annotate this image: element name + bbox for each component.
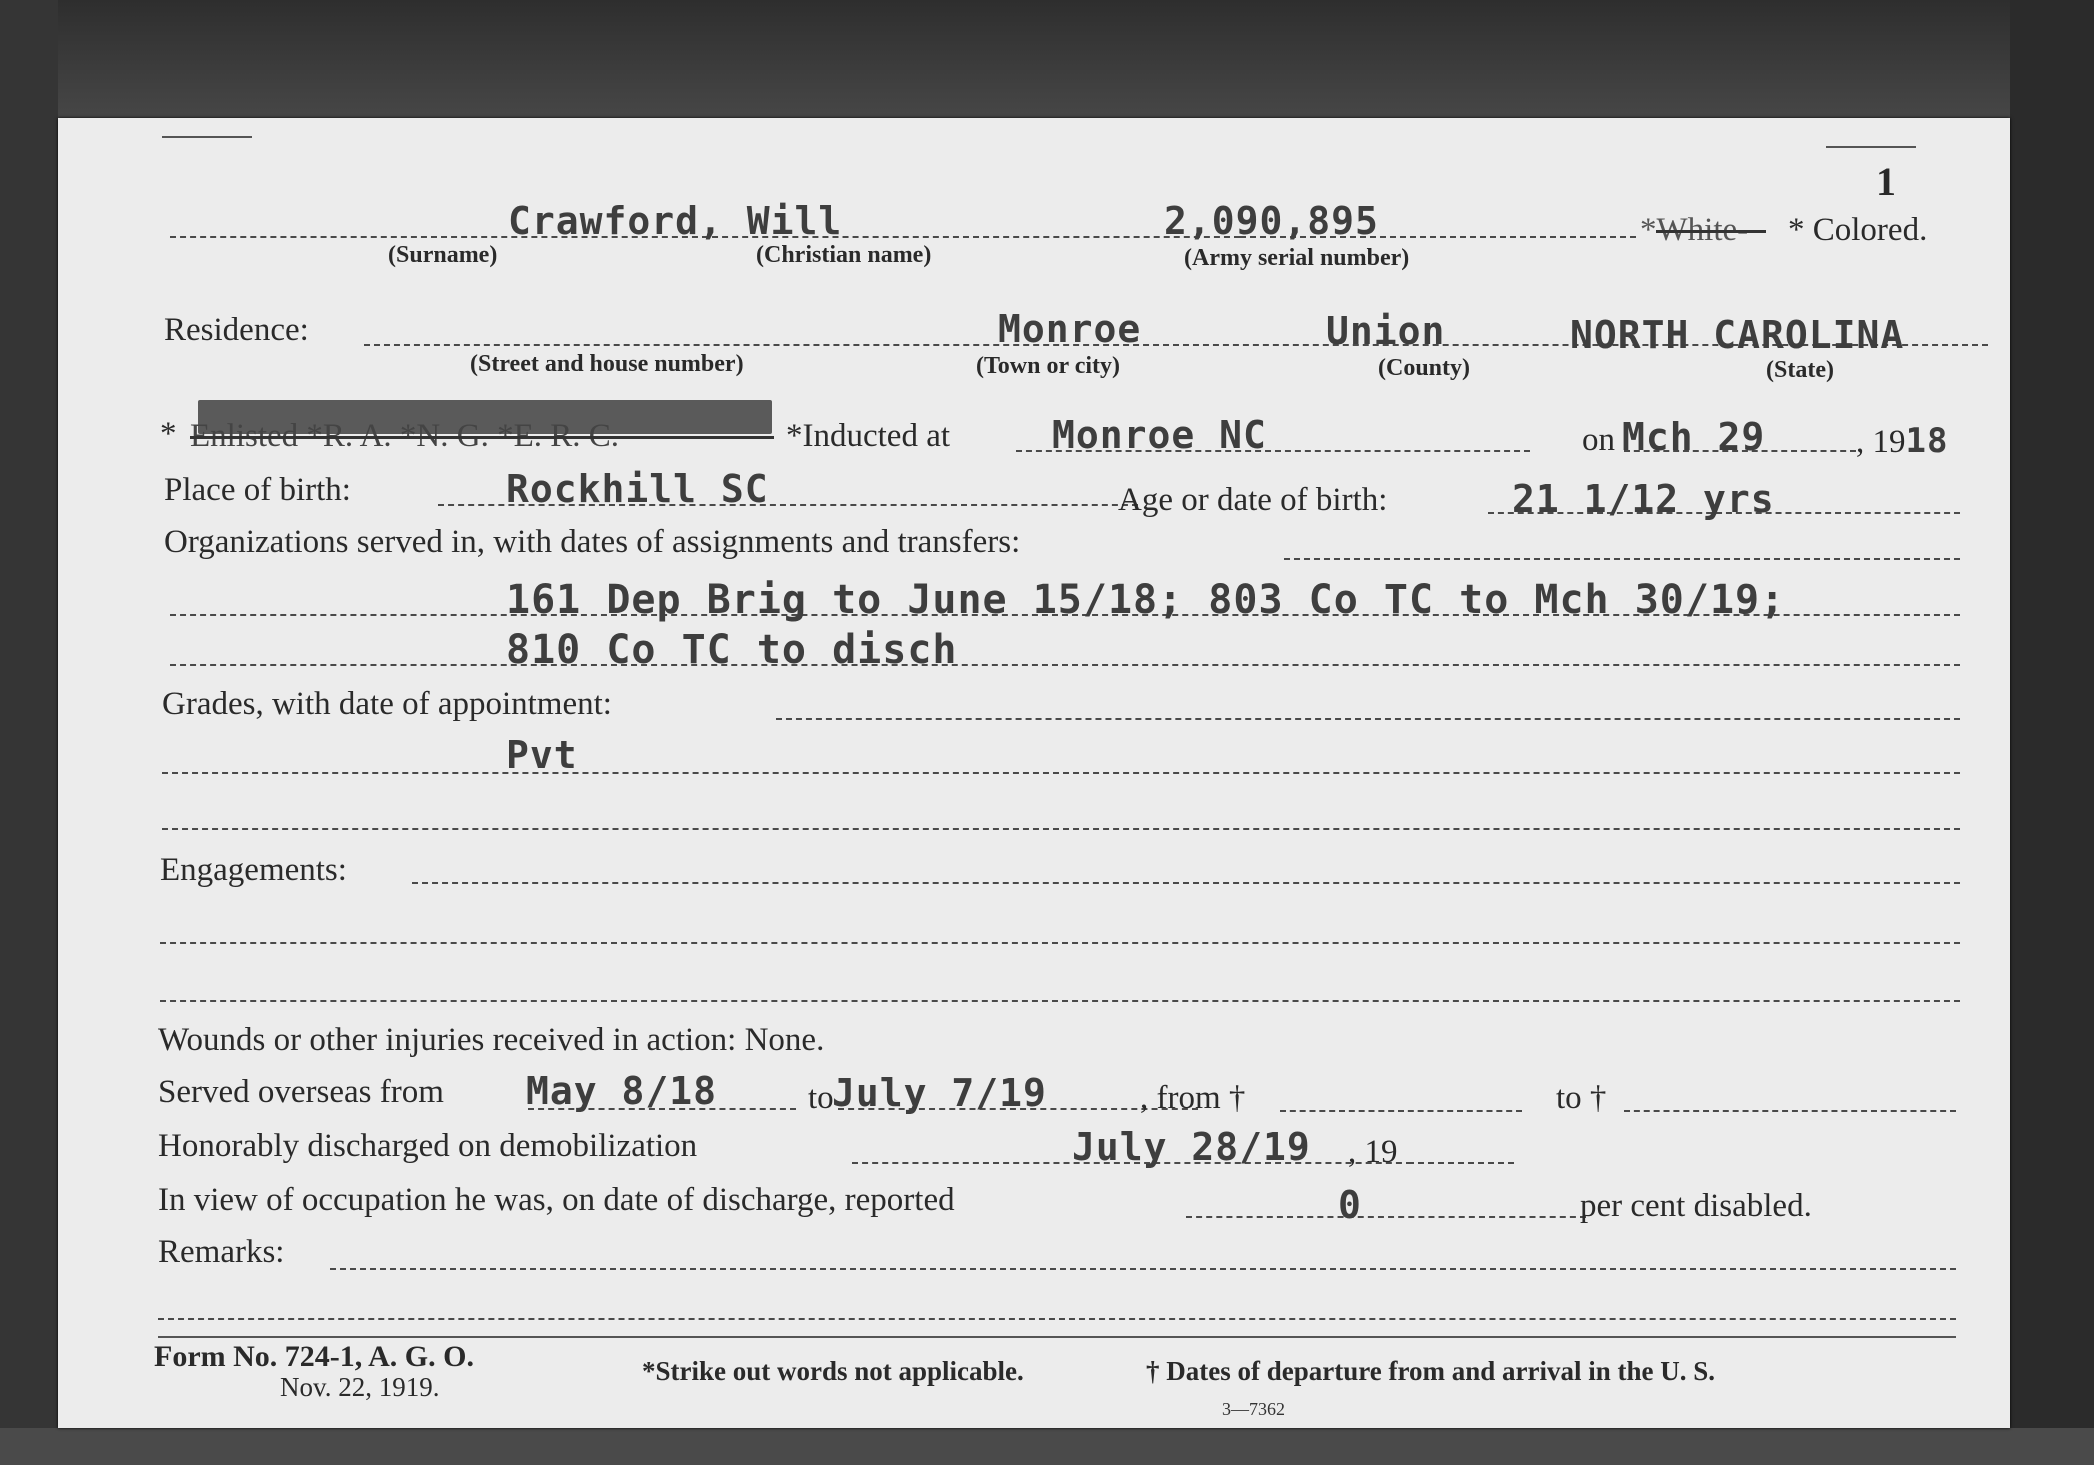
inducted-place: Monroe NC: [1052, 413, 1267, 457]
inducted-year: [1856, 421, 1949, 461]
enlisted-asterisk: *: [160, 416, 177, 452]
on-label: on: [1582, 422, 1615, 458]
disability-value: 0: [1338, 1183, 1362, 1227]
organizations-line-2: [170, 664, 1960, 666]
scanner-background-bottom: [0, 1428, 2094, 1465]
street-caption: (Street and house number): [470, 351, 744, 377]
inducted-year-value: 18: [1905, 421, 1949, 461]
strike-out-note: *Strike out words not applicable.: [642, 1356, 1024, 1386]
army-serial-number: 2,090,895: [1164, 199, 1379, 243]
race-white: *White: [1640, 212, 1738, 248]
overseas-from-date: May 8/18: [526, 1069, 718, 1113]
residence-label: Residence:: [164, 312, 309, 348]
wounds-label: Wounds or other injuries received in action: None.: [158, 1022, 825, 1058]
engagements-line-2: [160, 1000, 1960, 1002]
organizations-label: Organizations served in, with dates of assignments and transfers:: [164, 524, 1021, 560]
grade-value: Pvt: [506, 733, 578, 777]
remarks-label: Remarks:: [158, 1234, 285, 1270]
footer-rule: [158, 1336, 1956, 1338]
surname-caption: (Surname): [388, 242, 498, 268]
disability-label: In view of occupation he was, on date of discharge, reported: [158, 1182, 955, 1218]
form-number: Form No. 724-1, A. G. O.: [154, 1340, 474, 1373]
inducted-year-prefix: , 19: [1856, 424, 1906, 460]
inducted-at-label: *Inducted at: [786, 418, 951, 454]
christian-name-caption: (Christian name): [756, 242, 932, 268]
scanner-background-top: [0, 0, 2094, 120]
residence-state: NORTH CAROLINA: [1570, 313, 1905, 357]
army-serial-caption: (Army serial number): [1184, 245, 1410, 271]
enlisted-strike: [190, 436, 774, 439]
discharge-label: Honorably discharged on demobilization: [158, 1128, 698, 1164]
discharge-year-prefix: , 19: [1348, 1134, 1398, 1170]
overseas-to2-label: to †: [1556, 1080, 1607, 1116]
disability-suffix: per cent disabled.: [1580, 1188, 1812, 1224]
organizations-label-line: [1284, 558, 1960, 560]
race-separator: -: [1737, 212, 1749, 248]
organizations-entry-1: 161 Dep Brig to June 15/18; 803 Co TC to Mch 30/19;: [506, 577, 1786, 623]
place-of-birth: Rockhill SC: [506, 467, 769, 511]
residence-county: Union: [1326, 309, 1446, 353]
form-date: Nov. 22, 1919.: [280, 1372, 440, 1402]
remarks-line-2: [158, 1318, 1956, 1320]
race-colored: * Colored.: [1788, 212, 1928, 248]
grades-line: [162, 772, 1960, 774]
top-right-rule: [1826, 146, 1916, 148]
overseas-to2-line: [1624, 1110, 1956, 1112]
scanner-background-left: [0, 0, 58, 1465]
inducted-date: Mch 29: [1622, 415, 1766, 459]
discharge-year-line: [1408, 1162, 1514, 1164]
engagements-line-1: [160, 942, 1960, 944]
place-of-birth-label: Place of birth:: [164, 472, 351, 508]
county-caption: (County): [1378, 355, 1471, 381]
engagements-label: Engagements:: [160, 852, 347, 888]
age-label: Age or date of birth:: [1118, 482, 1388, 518]
grades-label-line: [776, 718, 1960, 720]
age-value: 21 1/12 yrs: [1512, 477, 1775, 521]
top-left-rule: [162, 136, 252, 138]
state-caption: (State): [1766, 357, 1834, 383]
overseas-from2-line: [1280, 1110, 1522, 1112]
discharge-date: July 28/19: [1072, 1125, 1311, 1169]
served-overseas-label: Served overseas from: [158, 1074, 444, 1110]
enlisted-struck-text: Enlisted *R. A. *N. G. *E. R. C.: [190, 418, 620, 454]
town-caption: (Town or city): [976, 353, 1120, 379]
surname-christian-name: Crawford, Will: [508, 199, 843, 243]
residence-town: Monroe: [998, 307, 1142, 351]
dates-departure-note: † Dates of departure from and arrival in the U. S.: [1146, 1356, 1715, 1386]
grades-line-2: [162, 828, 1960, 830]
overseas-to-date: July 7/19: [832, 1071, 1047, 1115]
engagements-label-line: [412, 882, 1960, 884]
organizations-entry-2: 810 Co TC to disch: [506, 627, 958, 673]
disability-line: [1186, 1216, 1586, 1218]
service-record-card: [58, 118, 2010, 1428]
grades-label: Grades, with date of appointment:: [162, 686, 612, 722]
print-code: 3—7362: [1222, 1399, 1285, 1419]
card-number: 1: [1876, 159, 1896, 204]
race-white-strike: [1656, 230, 1766, 233]
overseas-from2-label: , from †: [1140, 1080, 1246, 1116]
remarks-line-1: [330, 1268, 1956, 1270]
overseas-to-label: to: [808, 1080, 834, 1116]
scanner-background-right: [2010, 0, 2094, 1465]
